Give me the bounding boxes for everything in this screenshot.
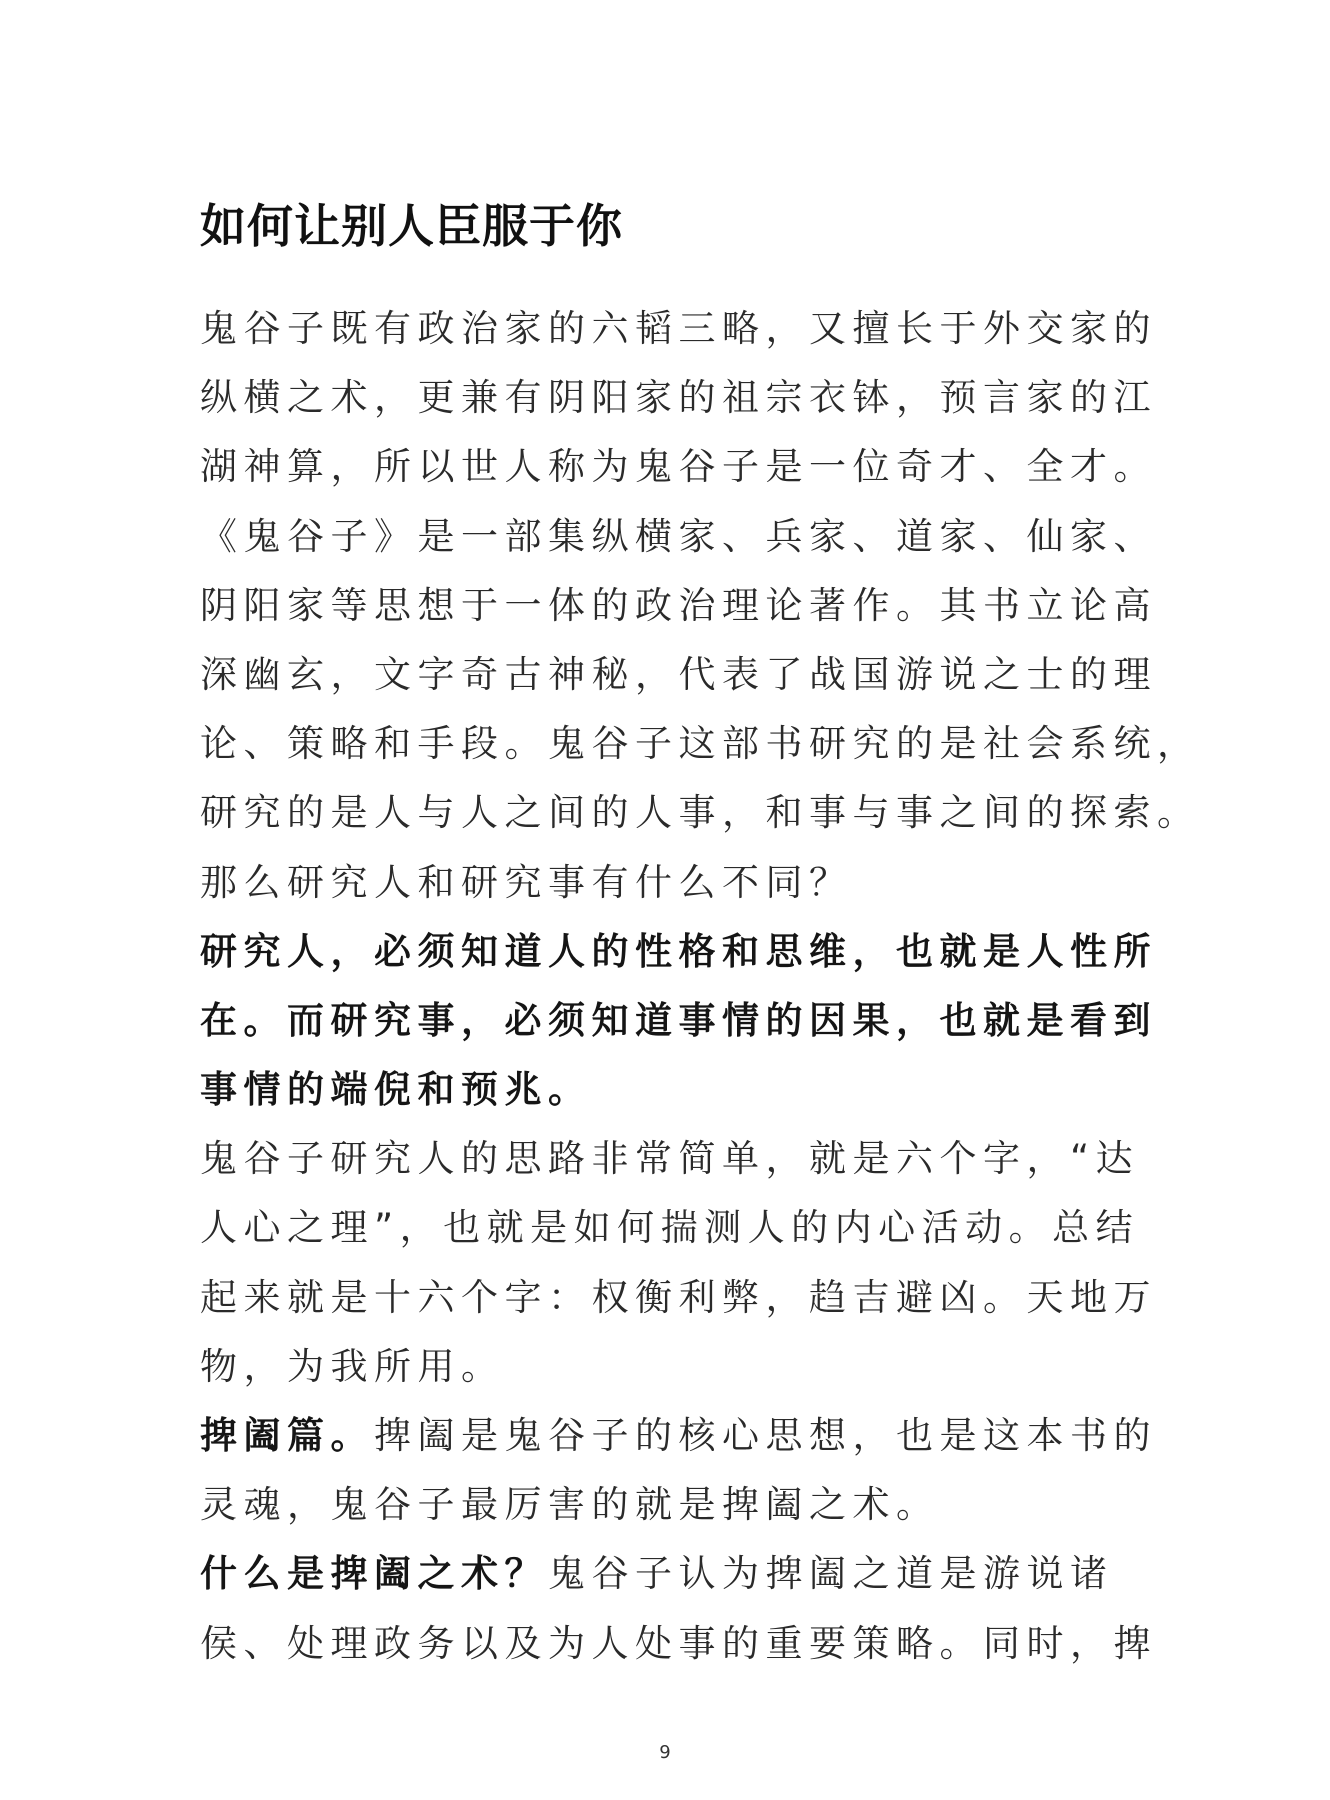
line-text: 研究的是人与人之间的人事，和事与事之间的探索。 — [200, 791, 1201, 835]
body-text — [200, 294, 1201, 1678]
line-text: 灵魂，鬼谷子最厉害的就是捭阖之术。 — [200, 1483, 940, 1527]
text-line — [200, 1193, 1160, 1262]
page-title: 如何让别人臣服于你 — [200, 199, 623, 253]
text-line-bold — [200, 917, 1160, 986]
line-text: 论、策略和手段。鬼谷子这部书研究的是社会系统， — [200, 722, 1201, 766]
page-number: 9 — [659, 1742, 671, 1763]
text-line — [200, 709, 1201, 778]
text-line — [200, 848, 1160, 917]
text-line — [200, 1609, 1160, 1678]
line-text: 那么研究人和研究事有什么不同？ — [200, 860, 853, 904]
line-text: 阴阳家等思想于一体的政治理论著作。其书立论高 — [200, 583, 1157, 627]
text-line — [200, 1401, 1160, 1470]
text-line — [200, 432, 1160, 501]
bold-lead: 捭阖篇。 — [200, 1414, 374, 1457]
bold-text: 在。而研究事，必须知道事情的因果，也就是看到 — [200, 998, 1157, 1042]
text-line — [200, 502, 1160, 571]
bold-text: 研究人，必须知道人的性格和思维，也就是人性所 — [200, 929, 1157, 973]
text-line-bold — [200, 986, 1160, 1055]
line-text: 深幽玄，文字奇古神秘，代表了战国游说之士的理 — [200, 652, 1157, 696]
text-line — [200, 294, 1160, 363]
bold-lead: 什么是捭阖之术？ — [200, 1552, 548, 1596]
line-text: 纵横之术，更兼有阴阳家的祖宗衣钵，预言家的江 — [200, 376, 1157, 420]
line-text: 鬼谷子认为捭阖之道是游说诸 — [548, 1552, 1114, 1596]
text-line — [200, 1124, 1160, 1193]
text-line — [200, 640, 1160, 709]
text-line — [200, 1539, 1160, 1608]
text-line — [200, 778, 1201, 847]
bold-text: 事情的端倪和预兆。 — [200, 1068, 592, 1112]
text-line-bold — [200, 1055, 1160, 1124]
text-line — [200, 571, 1160, 640]
line-text: 起来就是十六个字：权衡利弊，趋吉避凶。天地万 — [200, 1275, 1157, 1319]
line-text: 鬼谷子研究人的思路非常简单，就是六个字，“达 — [200, 1137, 1140, 1181]
text-line — [200, 363, 1160, 432]
text-line — [200, 1332, 1160, 1401]
line-text: 捭阖是鬼谷子的核心思想，也是这本书的 — [374, 1414, 1157, 1457]
line-text: 鬼谷子既有政治家的六韬三略，又擅长于外交家的 — [200, 307, 1157, 350]
text-line — [200, 1263, 1160, 1332]
line-text: 人心之理”，也就是如何揣测人的内心活动。总结 — [200, 1206, 1140, 1250]
text-line — [200, 1470, 1160, 1539]
line-text: 《鬼谷子》是一部集纵横家、兵家、道家、仙家、 — [200, 514, 1157, 558]
line-text: 物，为我所用。 — [200, 1344, 505, 1388]
line-text: 侯、处理政务以及为人处事的重要策略。同时，捭 — [200, 1621, 1157, 1665]
line-text: 湖神算，所以世人称为鬼谷子是一位奇才、全才。 — [200, 445, 1157, 489]
